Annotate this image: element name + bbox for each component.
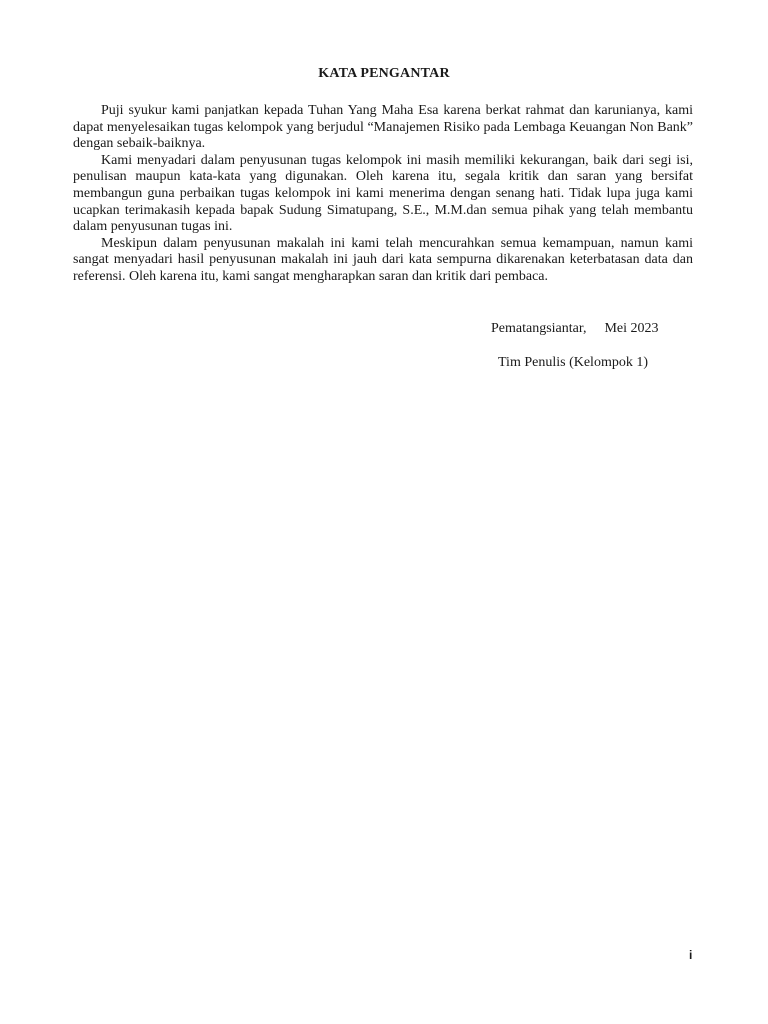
page-number: i: [689, 948, 693, 962]
date-text: Mei 2023: [604, 321, 659, 336]
signature-text: Tim Penulis (Kelompok 1): [498, 355, 648, 370]
place-text: Pematangsiantar,: [491, 321, 587, 336]
paragraph-1: Puji syukur kami panjatkan kepada Tuhan Yang Maha Esa karena berkat rahmat dan karunianya, kami dapat menyelesaikan tugas kelompok yang berjudul “Manajemen Risiko pada Lembaga Keuangan Non Bank” dengan sebaik-baiknya.: [73, 103, 693, 152]
paragraph-3: Meskipun dalam penyusunan makalah ini kami telah mencurahkan semua kemampuan, namun kami sangat menyadari hasil penyusunan makalah ini jauh dari kata sempurna dikarenakan keterbatasan data dan referensi. Oleh karena itu, kami sangat mengharapkan saran dan kritik dari pembaca.: [73, 235, 693, 284]
document-body: [73, 103, 693, 286]
paragraph-2: Kami menyadari dalam penyusunan tugas kelompok ini masih memiliki kekurangan, baik dari segi isi, penulisan maupun kata-kata yang digunakan. Oleh karena itu, segala kritik dan saran yang bersifat membangun guna perbaikan tugas kelompok ini kami menerima dengan senang hati. Tidak lupa juga kami ucapkan terimakasih kepada bapak Sudung Simatupang, S.E., M.M.dan semua pihak yang telah membantu dalam penyusunan tugas ini.: [73, 152, 693, 235]
place-date-line: [491, 321, 659, 337]
document-title: KATA PENGANTAR: [318, 66, 450, 81]
